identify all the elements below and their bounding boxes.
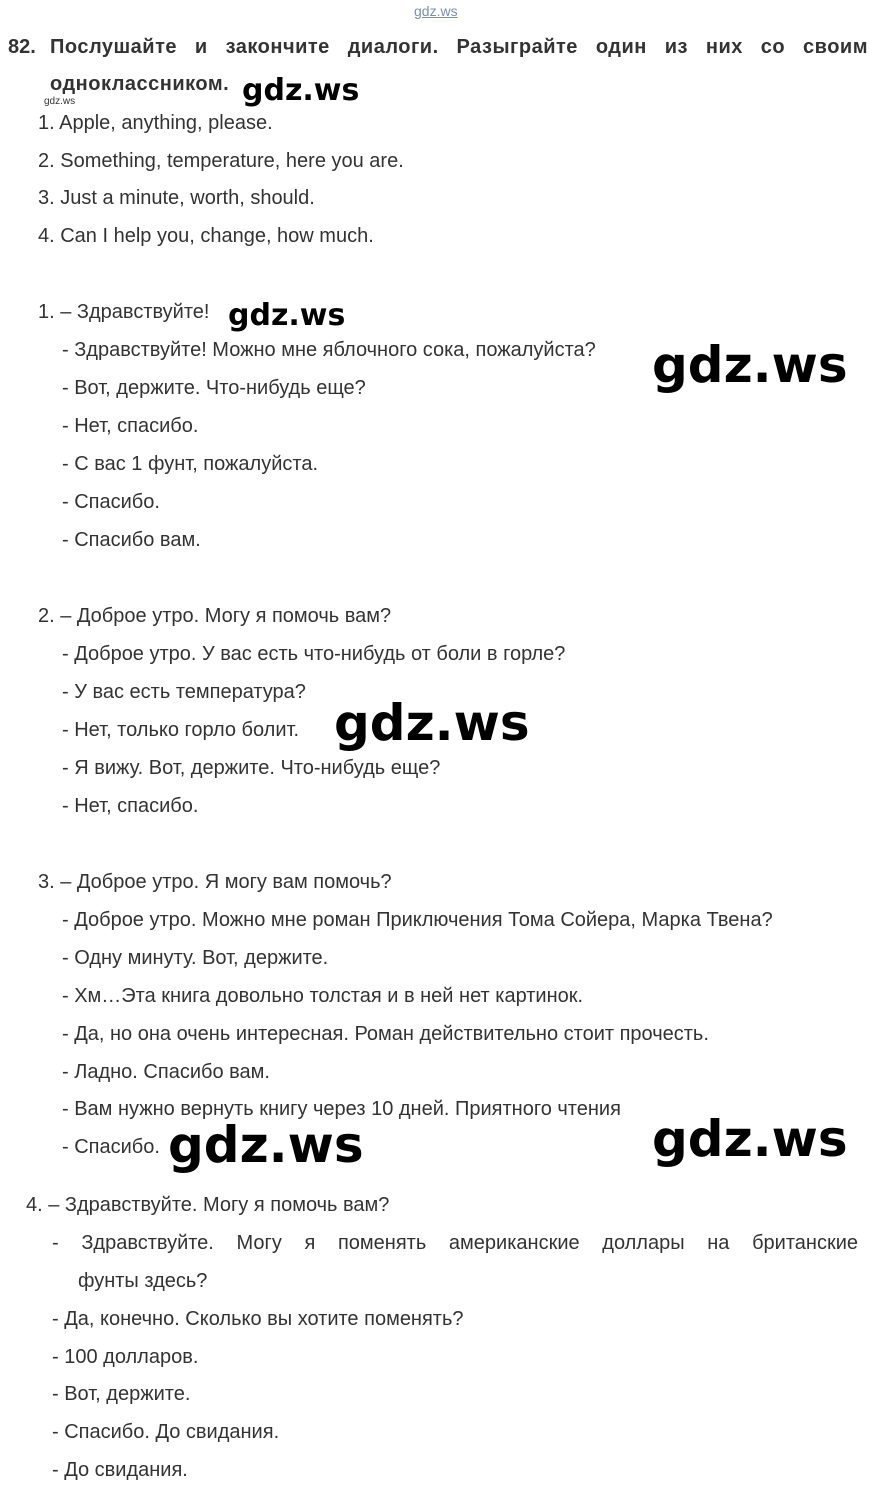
dialogue-1-line: - С вас 1 фунт, пожалуйста. <box>62 453 318 475</box>
watermark: gdz.ws <box>652 336 848 394</box>
dialogue-3-line: - Вам нужно вернуть книгу через 10 дней. Приятного чтения <box>62 1098 621 1120</box>
keyword-item: 4. Can I help you, change, how much. <box>38 225 374 247</box>
dialogue-3-line: 3. – Доброе утро. Я могу вам помочь? <box>38 871 392 893</box>
dialogue-3-line: - Доброе утро. Можно мне роман Приключения Тома Сойера, Марка Твена? <box>62 909 773 931</box>
dialogue-3-line: - Ладно. Спасибо вам. <box>62 1061 270 1083</box>
dialogue-1-line: - Нет, спасибо. <box>62 415 199 437</box>
dialogue-1-line: - Спасибо вам. <box>62 529 201 551</box>
dialogue-2-line: - У вас есть температура? <box>62 681 306 703</box>
dialogue-4-line: - Спасибо. До свидания. <box>52 1421 280 1443</box>
dialogue-4-line: - Здравствуйте. Могу я поменять американские доллары на британские <box>52 1232 858 1254</box>
dialogue-3-line: - Да, но она очень интересная. Роман действительно стоит прочесть. <box>62 1023 709 1045</box>
dialogue-2-line: 2. – Доброе утро. Могу я помочь вам? <box>38 605 392 627</box>
task-heading-line1: Послушайте и закончите диалоги. Разыграйте один из них со своим <box>50 36 868 58</box>
watermark: gdz.ws <box>168 1116 364 1174</box>
dialogue-4-line: - До свидания. <box>52 1459 188 1481</box>
dialogue-2-line: - Я вижу. Вот, держите. Что-нибудь еще? <box>62 757 441 779</box>
dialogue-4-line: фунты здесь? <box>78 1270 208 1292</box>
dialogue-2-line: - Нет, только горло болит. <box>62 719 300 741</box>
dialogue-3-line: - Одну минуту. Вот, держите. <box>62 947 329 969</box>
watermark: gdz.ws <box>652 1110 848 1168</box>
dialogue-3-line: - Хм…Эта книга довольно толстая и в ней нет картинок. <box>62 985 584 1007</box>
keyword-item: 3. Just a minute, worth, should. <box>38 187 315 209</box>
watermark-top: gdz.ws <box>414 3 458 19</box>
dialogue-4-line: - Вот, держите. <box>52 1383 191 1405</box>
dialogue-4-line: 4. – Здравствуйте. Могу я помочь вам? <box>26 1194 390 1216</box>
task-number: 82. <box>8 36 36 58</box>
task-heading-line2: одноклассником. <box>50 73 230 95</box>
watermark: gdz.ws <box>334 694 530 752</box>
dialogue-1-line: - Вот, держите. Что-нибудь еще? <box>62 377 366 399</box>
dialogue-2-line: - Доброе утро. У вас есть что-нибудь от боли в горле? <box>62 643 566 665</box>
keyword-item: 1. Apple, anything, please. <box>38 112 273 134</box>
watermark: gdz.ws <box>228 298 346 333</box>
dialogue-4-line: - 100 долларов. <box>52 1346 199 1368</box>
dialogue-1-line: - Спасибо. <box>62 491 160 513</box>
dialogue-2-line: - Нет, спасибо. <box>62 795 199 817</box>
watermark-tiny: gdz.ws <box>44 96 76 107</box>
dialogue-1-line: - Здравствуйте! Можно мне яблочного сока, пожалуйста? <box>62 339 596 361</box>
dialogue-1-line: 1. – Здравствуйте! <box>38 301 210 323</box>
keyword-item: 2. Something, temperature, here you are. <box>38 150 404 172</box>
dialogue-4-line: - Да, конечно. Сколько вы хотите поменять? <box>52 1308 464 1330</box>
watermark: gdz.ws <box>242 73 360 108</box>
dialogue-3-line: - Спасибо. <box>62 1136 160 1158</box>
